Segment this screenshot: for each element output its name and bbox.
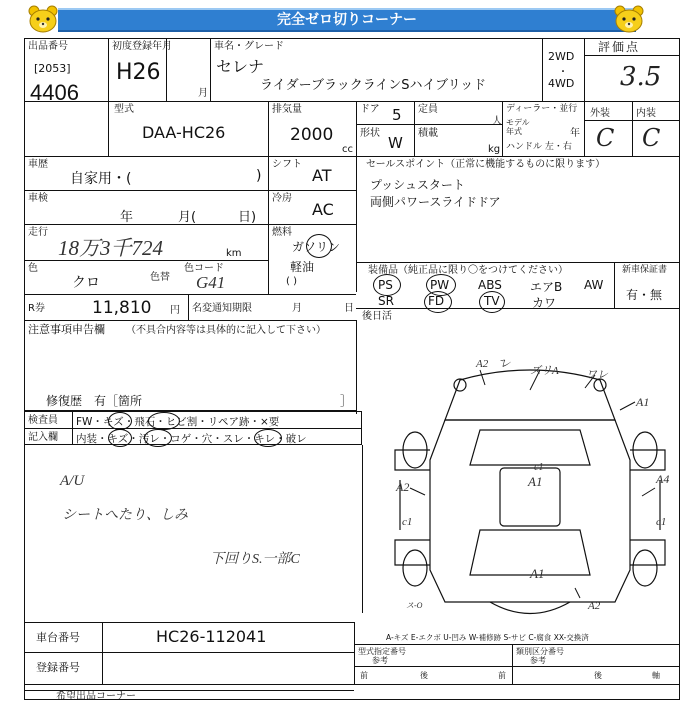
banner-title: 完全ゼロ切りコーナー: [58, 8, 636, 32]
model-name: セレナ: [216, 57, 265, 76]
capacity-label: 定員: [418, 104, 438, 115]
inspection-label: 車検: [28, 193, 48, 204]
hw-note-1: A/U: [60, 473, 85, 489]
chassis-label: 車台番号: [36, 631, 80, 644]
recycle-label: R券: [28, 303, 45, 314]
bear-mascot-right-icon: [612, 4, 646, 34]
interior-label: 内装: [636, 108, 656, 119]
equip-abs: ABS: [478, 278, 502, 292]
bear-mascot-left-icon: [26, 4, 60, 34]
model-label: 車名・グレード: [214, 41, 284, 52]
shape-label: 形状: [360, 128, 380, 139]
color-change-label: 色替: [150, 272, 170, 283]
inspection-day: 日): [238, 210, 257, 225]
mark-a1-right: A1: [636, 395, 650, 409]
registration-year: H26: [116, 60, 161, 85]
equip-aw: AW: [584, 278, 604, 292]
warranty-value: 有・無: [626, 288, 663, 302]
inspector-row2-label: 記入欄: [28, 432, 58, 443]
drive-2wd: 2WD: [548, 50, 575, 63]
mark-a2-bottom: A2: [588, 600, 601, 612]
repair-history-close: ］: [340, 394, 353, 408]
chassis-value: HC26-112041: [156, 627, 267, 646]
mark-x-o: ス-O: [406, 601, 423, 610]
bottom-r2: 類別区分番号: [516, 647, 564, 656]
bottom-r1: 型式指定番号: [358, 647, 406, 656]
shift-value: AT: [312, 166, 332, 185]
rating-label: 評価点: [598, 40, 641, 54]
shape-value: W: [388, 134, 403, 152]
bottom-h3: 前: [498, 671, 506, 680]
lot-label: 出品番号: [28, 41, 68, 52]
equip-sr: SR: [378, 294, 394, 308]
handle-label: ハンドル 左・右: [506, 142, 572, 152]
reg-number-label: 登録番号: [36, 661, 80, 674]
aircon-value: AC: [312, 200, 334, 219]
row2-kizu-circle: [108, 429, 132, 447]
mark-a2-top: A2 ク̃レ: [476, 358, 511, 370]
registration-label: 初度登録年月: [112, 41, 172, 52]
inspector-row1: FW・キズ・飛石・ヒビ割・リペア跡・×要: [76, 416, 280, 428]
warranty-label: 新車保証書: [622, 265, 668, 275]
name-change-day: 日: [344, 303, 354, 314]
drive-4wd: 4WD: [548, 77, 575, 90]
color-code-label: 色コード: [184, 263, 224, 274]
equip-fd: FD: [428, 294, 445, 308]
repair-history: 修復歴 有［箇所: [46, 394, 143, 408]
type-value: DAA-HC26: [142, 123, 226, 142]
notes-label: 注意事項申告欄: [28, 323, 105, 336]
sales-points-label: セールスポイント（正常に機能するものに限ります）: [366, 159, 606, 170]
mark-a2-left: A2: [396, 480, 410, 494]
interior-value: C: [642, 124, 661, 152]
mileage-unit: km: [226, 248, 242, 259]
bottom-sub1: 参考: [372, 656, 388, 665]
fuel-gasoline-circle: [306, 234, 332, 258]
mark-c1-mid: c1: [534, 462, 544, 473]
load-unit: kg: [488, 144, 501, 155]
color-code: G41: [196, 273, 226, 292]
equipment-label: 装備品（純正品に限り〇をつけてください）: [368, 265, 568, 276]
dealer-year-unit: 年: [570, 128, 580, 139]
aircon-label: 冷房: [272, 193, 292, 204]
damage-legend: A-キズ E-エクボ U-凹み W-補修跡 S-サビ C-腐食 XX-交換済: [386, 633, 589, 642]
row1-kizu-circle: [108, 412, 132, 430]
equip-tv-circle: [479, 291, 505, 313]
sales-point-1: プッシュスタート: [370, 178, 465, 192]
mark-c1-right: c1: [656, 516, 667, 528]
equip-tv: TV: [484, 294, 500, 308]
name-change-label: 名変通知期限: [192, 303, 252, 314]
footer-label: 希望出品コーナー: [56, 691, 136, 702]
displacement-label: 排気量: [272, 104, 302, 115]
drive-dot: ・: [558, 67, 568, 78]
bottom-h2: 後: [420, 671, 428, 680]
row2-sure-circle: [254, 429, 282, 447]
ato-label: 後日活: [362, 311, 392, 322]
type-label: 型式: [114, 104, 134, 115]
exterior-value: C: [596, 124, 615, 152]
bottom-sub2: 参考: [530, 656, 546, 665]
mark-wa-re: ワレ: [586, 369, 608, 381]
mark-a1-bottom: A1: [530, 566, 545, 581]
equip-pw: PW: [430, 278, 450, 292]
doors-label: ドア: [360, 104, 380, 115]
shift-label: シフト: [272, 159, 302, 170]
equip-airbag: エアB: [530, 280, 563, 294]
notes-sub: （不具合内容等は具体的に記入して下さい）: [126, 325, 326, 336]
lot-sub: [2053]: [34, 62, 71, 75]
mark-c1-left: c1: [402, 516, 413, 528]
bottom-h5: 軸: [652, 671, 660, 680]
mileage-label: 走行: [28, 227, 48, 238]
equip-leather: カワ: [532, 296, 557, 310]
recycle-value: 11,810: [92, 298, 152, 318]
displacement-unit: cc: [342, 144, 353, 155]
hw-note-2: シートへたり、しみ: [62, 508, 188, 523]
recycle-unit: 円: [170, 305, 180, 316]
name-change-month: 月: [292, 303, 302, 314]
inspection-month: 月(: [178, 210, 197, 225]
row1-tobiishi-circle: [148, 412, 180, 430]
fuel-label: 燃料: [272, 227, 292, 238]
mark-zu-a: ズリA: [530, 365, 559, 377]
capacity-unit: 人: [492, 116, 502, 127]
history-label: 車歴: [28, 159, 48, 170]
sales-point-2: 両側パワースライドドア: [370, 195, 501, 209]
hw-note-3: 下回りS.一部C: [210, 552, 300, 567]
exterior-label: 外装: [590, 108, 610, 119]
dealer-label: ディーラー・並行: [506, 104, 578, 114]
bottom-h4: 後: [594, 671, 602, 680]
inspector-row1-label: 検査員: [28, 415, 58, 426]
dealer-model-year: モデル 年式: [506, 118, 530, 136]
bottom-h1: 前: [360, 671, 368, 680]
displacement-value: 2000: [290, 125, 334, 145]
mileage-value: 18万3千724: [58, 236, 163, 260]
model-grade: ライダーブラックラインSハイブリッド: [260, 78, 487, 93]
inspector-row2: 内装・キズ・汚レ・コゲ・穴・スレ・キレ・破レ: [76, 433, 307, 445]
row2-yogore-circle: [144, 429, 172, 447]
history-value: 自家用・(: [70, 171, 132, 187]
equip-fd-circle: [424, 291, 452, 313]
mark-a1-mid: A1: [528, 474, 543, 489]
color-label: 色: [28, 263, 38, 274]
fuel-paren: ( ): [286, 276, 297, 287]
equip-ps-circle: [373, 274, 401, 296]
doors-value: 5: [392, 106, 402, 124]
lot-number: 4406: [30, 80, 79, 105]
fuel-gasoline: ガソリン: [292, 240, 341, 254]
registration-month-unit: 月: [198, 88, 208, 99]
rating-value: 3.5: [620, 62, 662, 92]
inspection-year: 年: [120, 210, 134, 225]
load-label: 積載: [418, 128, 438, 139]
history-close: ): [256, 168, 262, 184]
fuel-diesel: 軽油: [290, 260, 315, 274]
mark-a4-right: A4: [656, 472, 670, 486]
equip-ps: PS: [378, 278, 393, 292]
color-value: クロ: [72, 275, 100, 291]
